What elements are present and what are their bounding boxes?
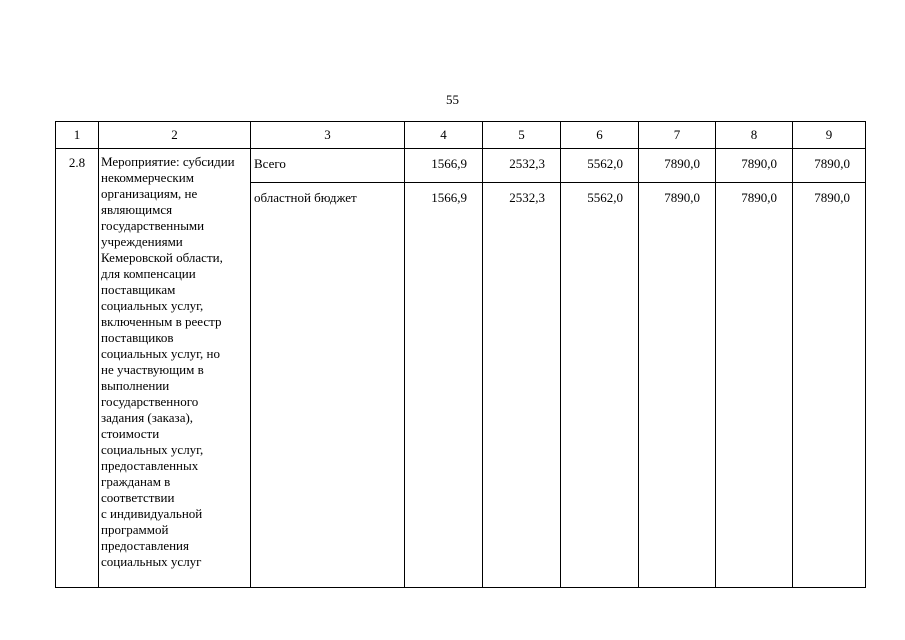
description-line: предоставления (101, 538, 189, 553)
header-cell-1: 1 (56, 122, 99, 149)
description-line: соответствии (101, 490, 175, 505)
header-cell-3: 3 (251, 122, 405, 149)
budget-table (55, 121, 866, 588)
header-cell-9: 9 (793, 122, 866, 149)
value-cell: 7890,0 (716, 183, 793, 588)
value-cell: 2532,3 (483, 149, 561, 183)
source-cell-total: Всего (251, 149, 405, 183)
value-cell: 7890,0 (793, 149, 866, 183)
header-cell-8: 8 (716, 122, 793, 149)
description-line: являющимся (101, 202, 173, 217)
description-line: предоставленных (101, 458, 199, 473)
description-line: государственными (101, 218, 205, 233)
description-line: социальных услуг, (101, 442, 204, 457)
header-cell-4: 4 (405, 122, 483, 149)
value-cell: 5562,0 (561, 183, 639, 588)
description-line: выполнении (101, 378, 170, 393)
description-line: с индивидуальной (101, 506, 203, 521)
value-cell: 1566,9 (405, 149, 483, 183)
header-cell-7: 7 (639, 122, 716, 149)
description-line: включенным в реестр (101, 314, 222, 329)
page-number: 55 (446, 92, 459, 107)
description-line: поставщиков (101, 330, 174, 345)
description-line: поставщикам (101, 282, 176, 297)
value-cell: 7890,0 (716, 149, 793, 183)
description-line: программой (101, 522, 169, 537)
header-cell-2: 2 (99, 122, 251, 149)
description-line: организациям, не (101, 186, 198, 201)
value-cell: 5562,0 (561, 149, 639, 183)
description-line: Кемеровской области, (101, 250, 223, 265)
row-number-cell: 2.8 (56, 149, 99, 588)
description-line: учреждениями (101, 234, 183, 249)
description-line: социальных услуг, но (101, 346, 221, 361)
description-line: Мероприятие: субсидии (101, 154, 235, 169)
value-cell: 7890,0 (639, 149, 716, 183)
description-line: некоммерческим (101, 170, 194, 185)
description-line: для компенсации (101, 266, 196, 281)
description-line: стоимости (101, 426, 160, 441)
header-cell-5: 5 (483, 122, 561, 149)
value-cell: 2532,3 (483, 183, 561, 588)
value-cell: 1566,9 (405, 183, 483, 588)
description-line: социальных услуг, (101, 298, 204, 313)
description-line: не участвующим в (101, 362, 204, 377)
value-cell: 7890,0 (793, 183, 866, 588)
table-row-total (56, 149, 866, 183)
header-cell-6: 6 (561, 122, 639, 149)
description-line: гражданам в (101, 474, 171, 489)
source-cell-regional-budget: областной бюджет (251, 183, 405, 588)
description-cell (99, 149, 251, 588)
description-line: задания (заказа), (101, 410, 194, 425)
description-line: социальных услуг (101, 554, 202, 569)
header-row (56, 122, 866, 149)
value-cell: 7890,0 (639, 183, 716, 588)
description-line: государственного (101, 394, 199, 409)
